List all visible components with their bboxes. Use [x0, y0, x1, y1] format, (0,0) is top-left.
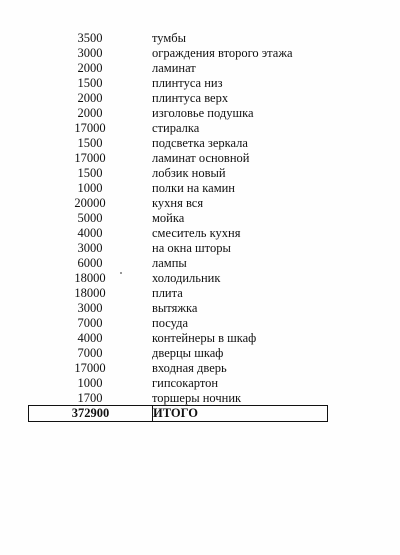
expense-row [28, 196, 328, 211]
expense-row [28, 361, 328, 376]
expense-amount: 2000 [77, 91, 103, 105]
expense-amount: 1500 [77, 136, 103, 150]
expense-amount: 1700 [77, 391, 103, 405]
expense-row [28, 376, 328, 391]
expense-amount: 18000 [74, 286, 106, 300]
expense-item: входная дверь [152, 361, 227, 375]
expense-row [28, 136, 328, 151]
expense-row [28, 271, 328, 286]
expense-amount: 4000 [77, 226, 103, 240]
expense-item: лобзик новый [152, 166, 226, 180]
expense-item: мойка [152, 211, 185, 225]
expense-amount: 7000 [77, 316, 103, 330]
expense-amount: 17000 [74, 121, 106, 135]
expense-item: дверцы шкаф [152, 346, 224, 360]
expense-amount: 1500 [77, 76, 103, 90]
total-amount: 372900 [29, 406, 153, 421]
expense-row [28, 61, 328, 76]
total-row [28, 405, 328, 422]
expense-item: гипсокартон [152, 376, 219, 390]
expense-item: стиралка [152, 121, 200, 135]
expense-item: ламинат [152, 61, 196, 75]
total-label: ИТОГО [153, 406, 198, 420]
scan-speck [120, 272, 122, 274]
expense-amount: 3500 [77, 31, 103, 45]
expense-amount: 4000 [77, 331, 103, 345]
expense-row [28, 286, 328, 301]
expense-row [28, 121, 328, 136]
expense-item: плинтуса низ [152, 76, 223, 90]
expense-row [28, 316, 328, 331]
expense-amount: 5000 [77, 211, 103, 225]
expense-row [28, 211, 328, 226]
expense-item: ламинат основной [152, 151, 250, 165]
expense-amount: 1500 [77, 166, 103, 180]
expense-row [28, 76, 328, 91]
expense-item: смеситель кухня [152, 226, 241, 240]
expense-row [28, 166, 328, 181]
expense-amount: 3000 [77, 46, 103, 60]
expense-row [28, 91, 328, 106]
expense-row [28, 241, 328, 256]
expense-item: на окна шторы [152, 241, 231, 255]
expense-amount: 3000 [77, 301, 103, 315]
expense-row [28, 331, 328, 346]
expense-item: изголовье подушка [152, 106, 254, 120]
expense-row [28, 226, 328, 241]
expense-amount: 18000 [74, 271, 106, 285]
expense-item: полки на камин [152, 181, 235, 195]
expense-row [28, 391, 328, 406]
expense-row [28, 346, 328, 361]
expense-row [28, 151, 328, 166]
expense-amount: 6000 [77, 256, 103, 270]
expense-item: контейнеры в шкаф [152, 331, 257, 345]
expense-item: торшеры ночник [152, 391, 242, 405]
expense-item: ограждения второго этажа [152, 46, 293, 60]
expense-amount: 17000 [74, 361, 106, 375]
expense-list [28, 31, 328, 406]
expense-row [28, 106, 328, 121]
expense-item: тумбы [152, 31, 187, 45]
expense-amount: 17000 [74, 151, 106, 165]
expense-item: посуда [152, 316, 189, 330]
expense-item: холодильник [152, 271, 221, 285]
expense-row [28, 256, 328, 271]
expense-row [28, 301, 328, 316]
expense-amount: 1000 [77, 376, 103, 390]
expense-amount: 20000 [74, 196, 106, 210]
expense-amount: 2000 [77, 106, 103, 120]
expense-amount: 3000 [77, 241, 103, 255]
expense-item: кухня вся [152, 196, 204, 210]
expense-item: вытяжка [152, 301, 198, 315]
expense-item: плинтуса верх [152, 91, 229, 105]
expense-item: лампы [152, 256, 187, 270]
expense-row [28, 46, 328, 61]
expense-amount: 7000 [77, 346, 103, 360]
expense-row [28, 31, 328, 46]
expense-item: подсветка зеркала [152, 136, 248, 150]
expense-row [28, 181, 328, 196]
expense-item: плита [152, 286, 183, 300]
expense-amount: 2000 [77, 61, 103, 75]
expense-amount: 1000 [77, 181, 103, 195]
